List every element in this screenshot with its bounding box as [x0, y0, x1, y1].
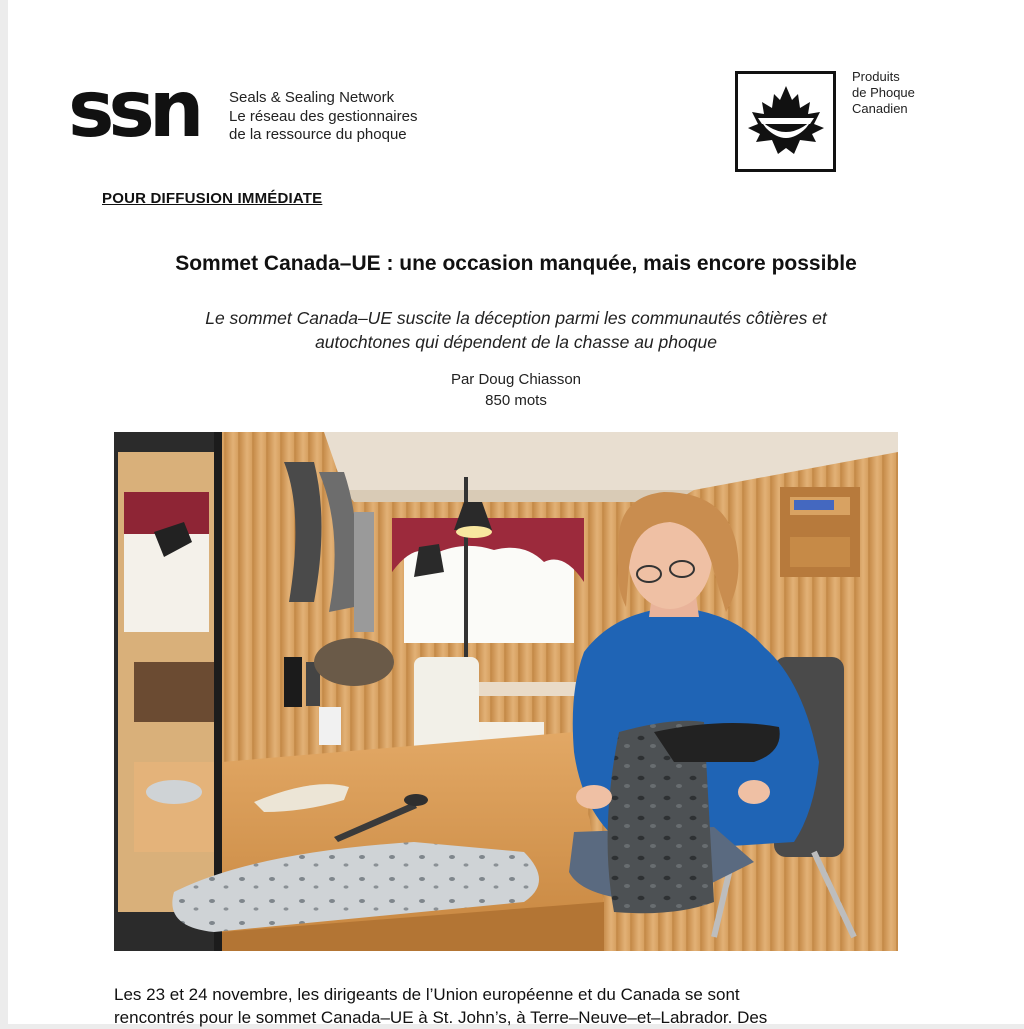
subheadline-line: Le sommet Canada–UE suscite la déception parmi les communautés côtières et — [205, 308, 827, 328]
subheadline — [8, 306, 1024, 354]
ssn-logo — [68, 78, 218, 144]
body-line: rencontrés pour le sommet Canada–UE à St. John’s, à Terre–Neuve–et–Labrador. Des — [114, 1008, 768, 1027]
ssn-line: Le réseau des gestionnaires — [229, 107, 418, 125]
cpp-line: de Phoque — [852, 85, 915, 100]
ssn-logo-wordmark: ssn — [68, 78, 199, 144]
cpp-line: Canadien — [852, 101, 908, 116]
article-body — [114, 983, 914, 1029]
maple-leaf-icon — [744, 82, 828, 162]
canadian-seal-products-logo — [735, 71, 836, 172]
subheadline-line: autochtones qui dépendent de la chasse au phoque — [315, 332, 717, 352]
headline: Sommet Canada–UE : une occasion manquée, mais encore possible — [175, 252, 857, 275]
cpp-org-name — [852, 69, 915, 117]
author: Par Doug Chiasson — [450, 371, 582, 388]
cpp-line: Produits — [852, 69, 900, 84]
document-page — [8, 0, 1024, 1027]
byline — [8, 369, 1024, 411]
body-line: Les 23 et 24 novembre, les dirigeants de l’Union européenne et du Canada se sont — [114, 985, 740, 1004]
ssn-line: Seals & Sealing Network — [229, 89, 395, 106]
release-label: POUR DIFFUSION IMMÉDIATE — [102, 190, 323, 207]
ssn-org-name — [229, 89, 417, 145]
word-count: 850 mots — [485, 392, 547, 409]
article-photo — [114, 432, 898, 951]
ssn-line: de la ressource du phoque — [229, 126, 407, 143]
